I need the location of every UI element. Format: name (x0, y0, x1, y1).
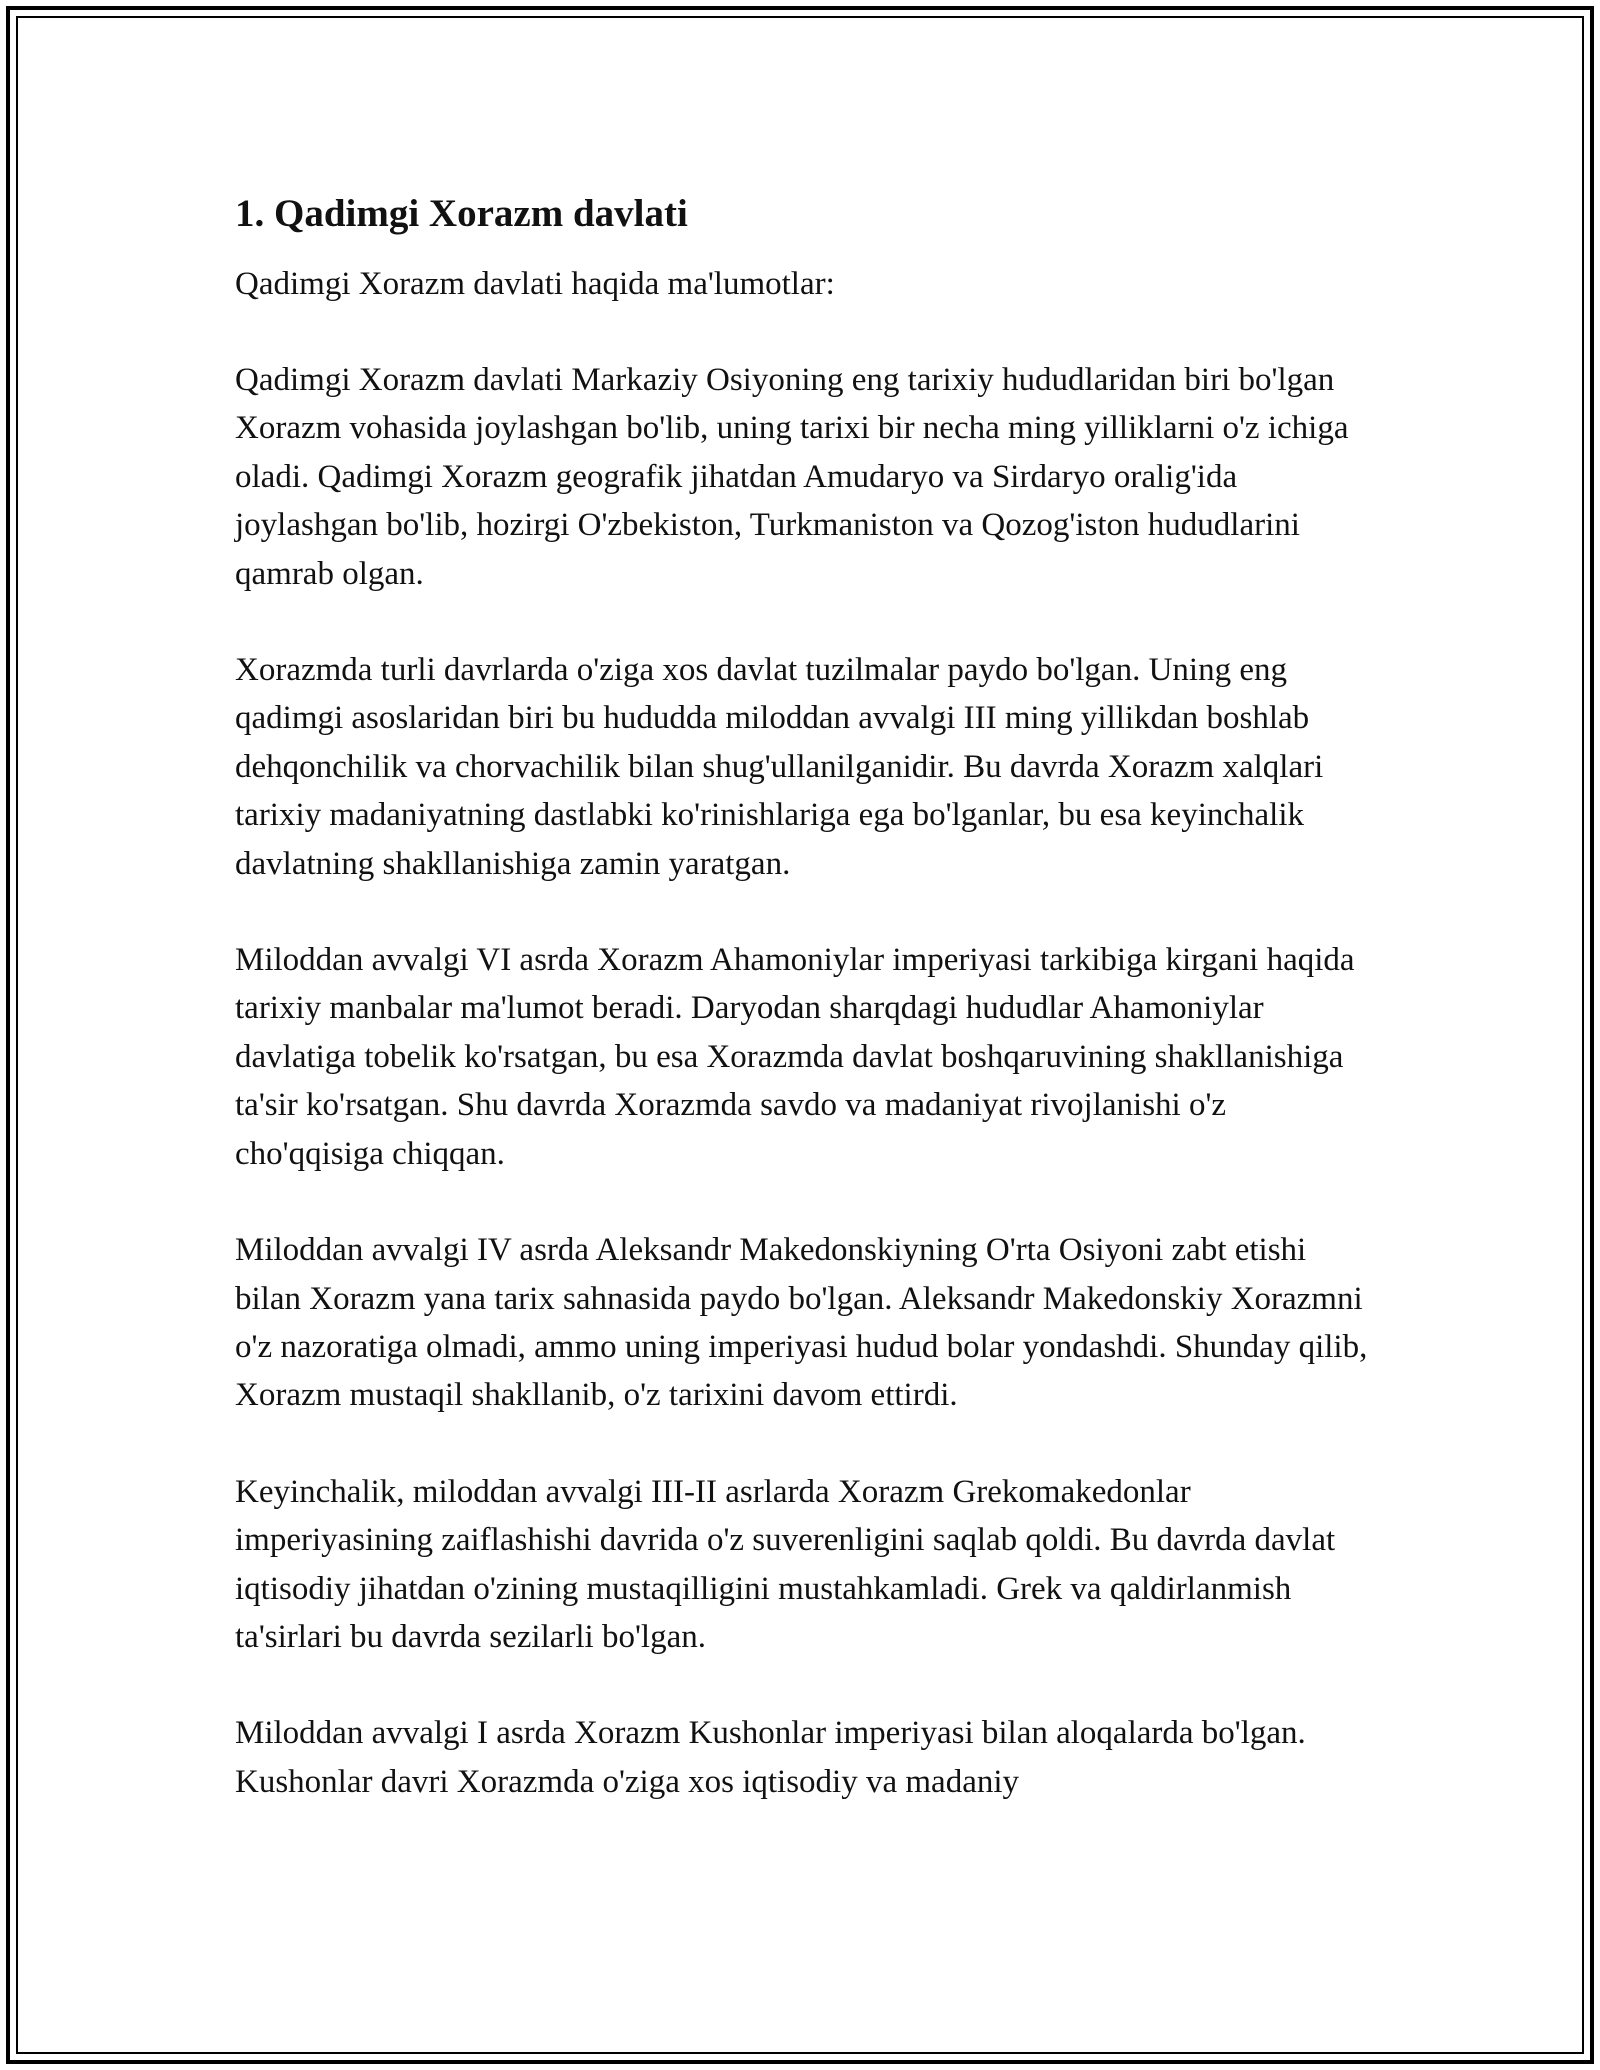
intro-line: Qadimgi Xorazm davlati haqida ma'lumotlar: (235, 266, 835, 302)
paragraph-4: Miloddan avvalgi IV asrda Aleksandr Makedonskiyning O'rta Osiyoni zabt etishi bilan Xorazm yana tarix sahnasida paydo bo'lgan. Aleksandr Makedonskiy Xorazmni o'z nazoratiga olmadi, ammo uning imperiyasi hudud bolar yondashdi. Shunday qilib, Xorazm mustaqil shakllanib, o'z tarixini davom ettirdi. (235, 1232, 1368, 1414)
paragraph-2: Xorazmda turli davrlarda o'ziga xos davlat tuzilmalar paydo bo'lgan. Uning eng qadimgi asoslaridan biri bu hududda miloddan avvalgi III ming yillikdan boshlab dehqonchilik va chorvachilik bilan shug'ullanilganidir. Bu davrda Xorazm xalqlari tarixiy madaniyatning dastlabki ko'rinishlariga ega bo'lganlar, bu esa keyinchalik davlatning shakllanishiga zamin yaratgan. (235, 652, 1324, 882)
section-heading: 1. Qadimgi Xorazm davlati (235, 192, 688, 235)
paragraph-5: Keyinchalik, miloddan avvalgi III-II asrlarda Xorazm Grekomakedonlar imperiyasining zaiflashishi davrida o'z suverenligini saqlab qoldi. Bu davrda davlat iqtisodiy jihatdan o'zining mustaqilligini mustahkamladi. Grek va qaldirlanmish ta'sirlari bu davrda sezilarli bo'lgan. (235, 1473, 1336, 1655)
paragraph-6: Miloddan avvalgi I asrda Xorazm Kushonlar imperiyasi bilan aloqalarda bo'lgan. Kushonlar davri Xorazmda o'ziga xos iqtisodiy va madaniy (235, 1715, 1306, 1800)
paragraph-1: Qadimgi Xorazm davlati Markaziy Osiyoning eng tarixiy hududlaridan biri bo'lgan Xorazm vohasida joylashgan bo'lib, uning tarixi bir necha ming yilliklarni o'z ichiga oladi. Qadimgi Xorazm geografik jihatdan Amudaryo va Sirdaryo oralig'ida joylashgan bo'lib, hozirgi O'zbekiston, Turkmaniston va Qozog'iston hududlarini qamrab olgan. (235, 362, 1349, 592)
paragraph-3: Miloddan avvalgi VI asrda Xorazm Ahamoniylar imperiyasi tarkibiga kirgani haqida tarixiy manbalar ma'lumot beradi. Daryodan sharqdagi hududlar Ahamoniylar davlatiga tobelik ko'rsatgan, bu esa Xorazmda davlat boshqaruvining shakllanishiga ta'sir ko'rsatgan. Shu davrda Xorazmda savdo va madaniyat rivojlanishi o'z cho'qqisiga chiqqan. (235, 942, 1355, 1172)
document-body (235, 190, 1375, 1854)
